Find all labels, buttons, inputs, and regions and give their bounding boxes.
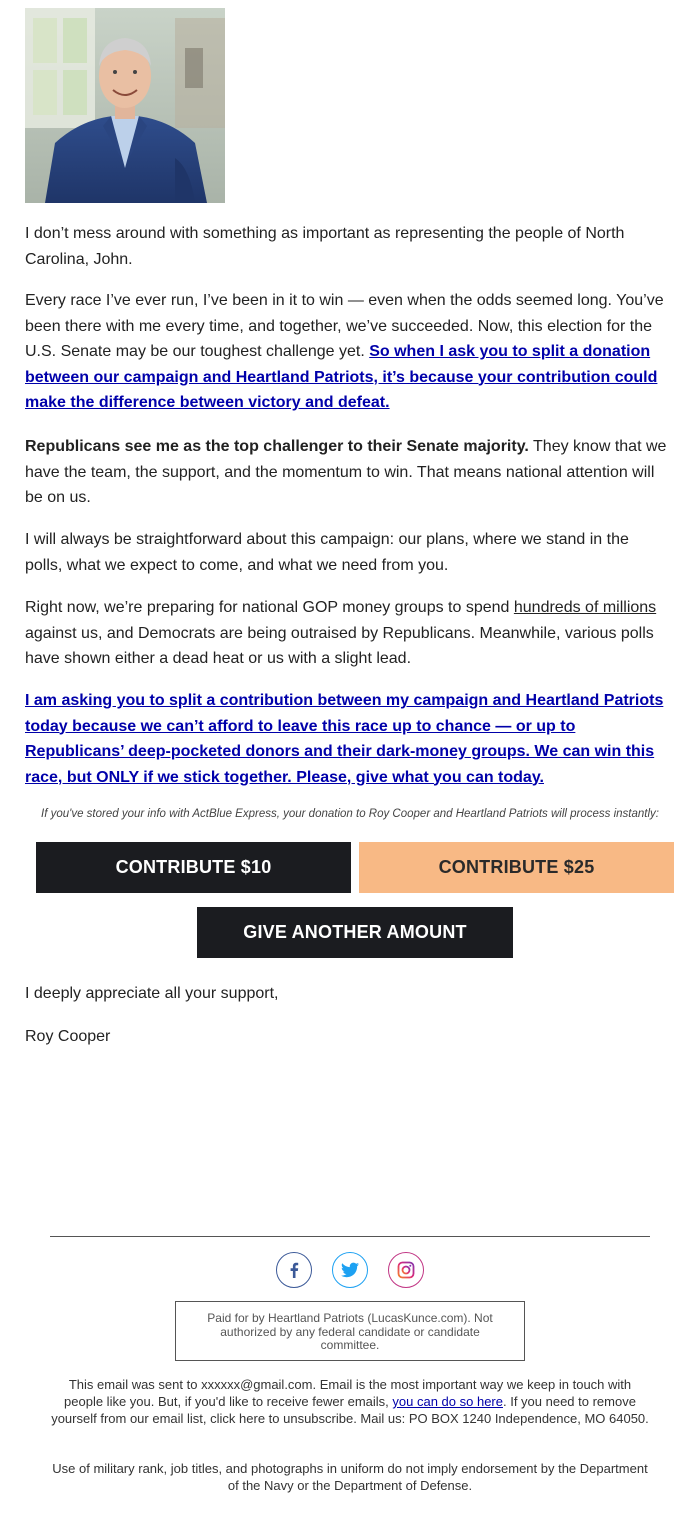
footer-sent-info <box>50 1376 650 1427</box>
paragraph-5-text-a: Right now, we’re preparing for national GOP money groups to spend <box>25 599 514 616</box>
give-another-amount-button[interactable]: GIVE ANOTHER AMOUNT <box>197 907 513 958</box>
hundreds-of-millions: hundreds of millions <box>513 599 657 616</box>
contribute-25-button[interactable]: CONTRIBUTE $25 <box>359 842 674 893</box>
paragraph-2 <box>25 288 670 416</box>
paragraph-2-text: Every race I’ve ever run, I’ve been in it to win — even when the odds seemed long. You’ve been there with me every time, and together, we’ve succeeded. Now, this election for the U.S. Senate may be our toughest challenge yet. <box>25 292 664 360</box>
split-contribution-link[interactable]: I am asking you to split a contribution between my campaign and Heartland Patriots today because we can’t afford to leave this race up to chance — or up to Republicans’ deep-pocketed donors and their dark-money groups. We can win this race, but ONLY if we stick together. Please, give what you can today. <box>25 692 664 786</box>
fewer-emails-link[interactable]: you can do so here <box>392 1394 503 1409</box>
paragraph-5 <box>25 595 670 672</box>
twitter-icon[interactable] <box>332 1252 368 1288</box>
split-donation-link[interactable]: So when I ask you to split a donation between our campaign and Heartland Patriots, it’s because your contribution could make the difference between victory and defeat. <box>25 343 658 411</box>
paragraph-5-text-b: against us, and Democrats are being outraised by Republicans. Meanwhile, various polls have shown either a dead heat or us with a slight lead. <box>25 624 654 667</box>
signature: Roy Cooper <box>25 1028 111 1045</box>
recipient-email: xxxxxx@gmail.com <box>201 1377 313 1392</box>
actblue-express-note: If you've stored your info with ActBlue Express, your donation to Roy Cooper and Heartland Patriots will process instantly: <box>41 808 659 820</box>
paragraph-6 <box>25 688 670 790</box>
instagram-icon[interactable] <box>388 1252 424 1288</box>
paragraph-3 <box>25 434 670 511</box>
sent-middle: . Email is the most important way we keep in touch with people like you. But, if you'd like to receive fewer emails, <box>64 1377 632 1409</box>
footer-divider <box>50 1236 650 1237</box>
facebook-icon[interactable] <box>276 1252 312 1288</box>
paragraph-3-bold: Republicans see me as the top challenger to their Senate majority. <box>25 438 529 455</box>
sent-prefix: This email was sent to <box>68 1377 202 1392</box>
candidate-photo <box>25 8 225 203</box>
military-disclaimer: Use of military rank, job titles, and photographs in uniform do not imply endorsement by the Department of the Navy or the Department of Defense. <box>52 1461 648 1493</box>
closing-line: I deeply appreciate all your support, <box>25 985 279 1002</box>
paragraph-4-text: I will always be straightforward about this campaign: our plans, where we stand in the polls, what we expect to come, and what we need from you. <box>25 531 629 574</box>
paid-for-text: Paid for by Heartland Patriots (LucasKunce.com). Not authorized by any federal candidate or candidate committee. <box>207 1311 493 1352</box>
paid-for-disclaimer <box>175 1301 525 1361</box>
contribute-10-button[interactable]: CONTRIBUTE $10 <box>36 842 351 893</box>
paragraph-1-text: I don’t mess around with something as important as representing the people of North Carolina, John. <box>25 225 625 268</box>
paragraph-1 <box>25 221 670 272</box>
paragraph-3-text: They know that we have the team, the support, and the momentum to win. That means national attention will be on us. <box>25 438 667 506</box>
paragraph-4 <box>25 527 670 578</box>
sent-suffix: . If you need to remove yourself from our email list, click here to unsubscribe. Mail us: PO BOX 1240 Independence, MO 64050. <box>51 1394 649 1426</box>
